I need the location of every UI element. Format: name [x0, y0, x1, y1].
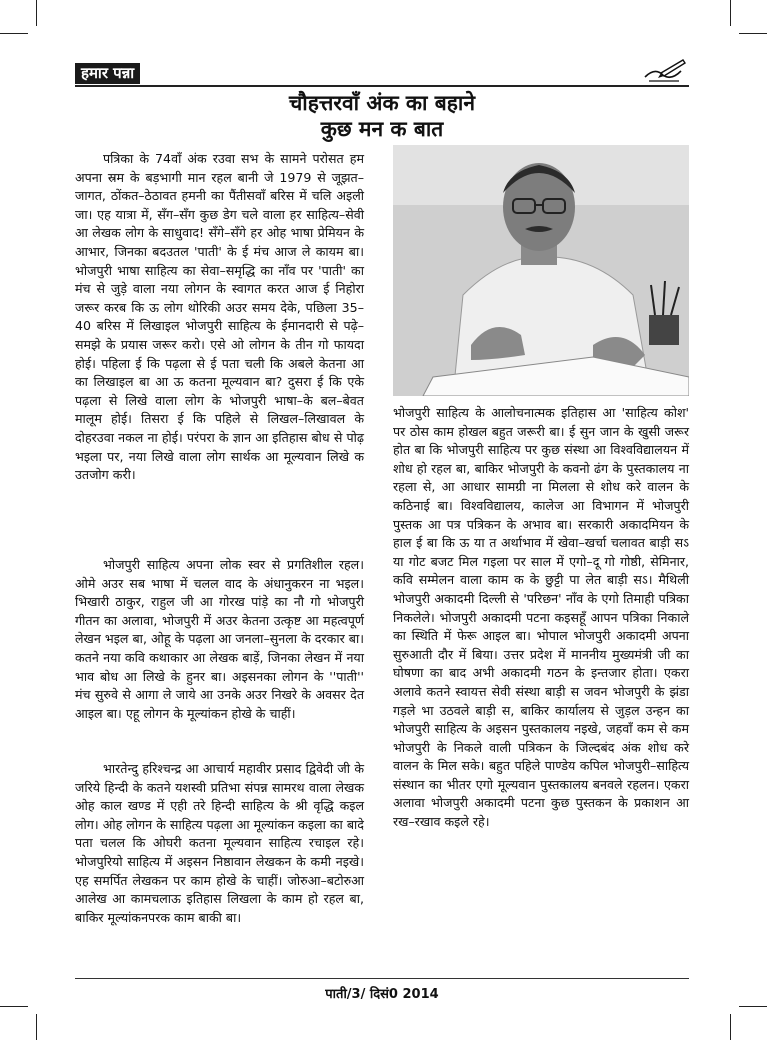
crop-mark — [0, 33, 28, 34]
crop-mark — [36, 1014, 37, 1040]
section-header — [75, 63, 689, 87]
crop-mark — [730, 1014, 731, 1040]
paragraph-criticism: भोजपुरी साहित्य के आलोचनात्मक इतिहास आ 'साहित्य कोश' पर ठोस काम होखल बहुत जरूरी बा। ई सुन जान के खुसी जरूर होत बा कि भोजपुरी साहित्य पर कुछ संस्था आ विश्वविद्यालयन में शोध हो रहल बा, बाकिर भोजपुरी के कवनो ढंग के पुस्तकालय ना रहला से, आ आधार सामग्री ना मिलला से शोध करे वालन के कठिनाई बा। विश्वविद्यालय, कालेज आ विभागन में भोजपुरी पुस्तक आ पत्र पत्रिकन के अभाव बा। सरकारी अकादमियन के हाल ई बा कि ऊ या त अर्थाभाव में खेवा–खर्चा चलावत बाड़ी सऽ या गोट बजट मिल गइला पर साल में एगो–दू गो गोष्ठी, सेमिनार, कवि सम्मेलन वाला काम क के छुट्टी पा लेत बाड़ी सऽ। मैथिली भोजपुरी अकादमी दिल्ली से 'परिछन' नाँव के एगो तिमाही पत्रिका निकलेले। भोजपुरी अकादमी पटना कइसहूँ आपन पत्रिका निकाले का स्थिति में फेरू आइल बा। भोपाल भोजपुरी अकादमी अपना सुरुआती दौर में बिया। उत्तर प्रदेश में माननीय मुख्यमंत्री जी का घोषणा का बाद अभी अकादमी गठन के इन्तजार होता। एकरा अलावे कतने स्वायत्त सेवी संस्था बाड़ी स जवन भोजपुरी के झंडा गड़ले भा उठवले बाड़ी स, बाकिर कार्यालय से जुड़ल उन्हन का भोजपुरी साहित्य के अइसन पुस्तकालय नइखे, जहवाँ कम से कम भोजपुरी के निकले वाली पत्रिकन के जिल्दबंद अंक शोध करे वालन के मिल सके। बहुत पहिले पाण्डेय कपिल भोजपुरी–साहित्य संस्थान का भीतर एगो मूल्यवान पुस्तकालय बनवले रहलन। एकरा अलावा भोजपुरी अकादमी पटना कुछ पुस्तकन के प्रकाशन आ रख–रखाव कइले रहे। — [393, 405, 689, 830]
crop-mark — [730, 0, 731, 26]
author-photo — [393, 145, 689, 396]
crop-mark — [36, 0, 37, 26]
paragraph-intro: पत्रिका के 74वाँ अंक रउवा सभ के सामने परोसत हम अपना स्रम के बड़भागी मान रहल बानी जे 1979 से जूझत–जागत, ठोंकत–ठेठावत हमनी का पैंतीसवाँ बरिस में चलि अइली जा। एह यात्रा में, सँग–सँग कुछ डेग चले वाला हर साहित्य–सेवी आ लेखक लोग के साधुवाद! सँगे–सँगे हर ओह भाषा प्रेमियन के आभार, जिनका बदउतल 'पाती' के ई मंच आज ले कायम बा। भोजपुरी भाषा साहित्य का सेवा–समृद्धि का नाँव पर 'पाती' का मंच से जुड़े वाला नया लोगन के स्वागत करत आज ई निहोरा जरूर करब कि ऊ लोग थोरिकी अउर समय देके, पछिला 35–40 बरिस में लिखाइल भोजपुरी साहित्य के ईमानदारी से पढ़े–समझे के प्रयास जरूर करो। एसे ओ लोगन के तीन गो फायदा होई। पहिला ई कि पढ़ला से ई पता चली कि अबले केतना आ का लिखाइल बा आ ऊ कतना मूल्यवान बा? दुसरा ई कि एके पढ़ला से लिखे वाला लोग के भोजपुरी भाषा–के बल–बेवत मालूम होई। तिसरा ई कि पहिले से लिखल–लिखावल के दोहरउवा नकल ना होई। परंपरा के ज्ञान आ इतिहास बोध से पोढ़ भइला पर, नया लिखे वाला लोग सार्थक आ मूल्यवान लिखे क उतजोग करी। — [75, 151, 364, 483]
section-label: हमार पन्ना — [75, 63, 140, 84]
crop-mark — [0, 1006, 28, 1007]
pen-icon — [641, 57, 687, 83]
crop-mark — [739, 1006, 767, 1007]
crop-mark — [739, 33, 767, 34]
article-title — [75, 90, 689, 142]
paragraph-folk-voice: भोजपुरी साहित्य अपना लोक स्वर से प्रगतिशील रहल। ओमे अउर सब भाषा में चलल वाद के अंधानुकरन ना भइल। भिखारी ठाकुर, राहुल जी आ गोरख पांड़े का नौ गो भोजपुरी गीतन का अलावा, भोजपुरी में अउर केतना उत्कृष्ट आ महत्वपूर्ण लेखन भइल बा, ओहू के पढ़ला आ जनला–सुनला के दरकार बा। कतने नया कवि कथाकार आ लेखक बाड़ें, जिनका लेखन में नया भाव बोध आ लिखे के हुनर बा। अइसनका लोगन के ''पाती'' मंच सुरुवे से आगा ले जाये आ उनके अउर निखरे के अवसर देत आइल बा। एहू लोगन के मूल्यांकन होखे के चाहीं। — [75, 557, 364, 721]
title-line-1: चौहत्तरवाँ अंक का बहाने — [288, 91, 476, 115]
paragraph-bhartendu: भारतेन्दु हरिश्चन्द्र आ आचार्य महावीर प्रसाद द्विवेदी जी के जरिये हिन्दी के कतने यशस्वी प्रतिभा संपन्न सामरथ वाला लेखक ओह काल खण्ड में एही तरे हिन्दी साहित्य के श्री वृद्धि कइल लोग। ओह लोगन के साहित्य पढ़ला आ मूल्यांकन कइला का बादे पता चलल कि ओघरी कतना मूल्यवान साहित्य रचाइल रहे। भोजपुरियो साहित्य में अइसन निष्ठावान लेखकन के कमी नइखे। एह समर्पित लेखकन पर काम होखे के चाहीं। जोरुआ–बटोरुआ आलेख आ कामचलाऊ इतिहास लिखला के काम हो रहल बा, बाकिर मूल्यांकनपरक काम बाकी बा। — [75, 761, 364, 925]
footer-rule — [75, 978, 689, 979]
title-line-2: कुछ मन क बात — [320, 117, 444, 141]
page-footer: पाती/3/ दिसं0 2014 — [325, 987, 439, 1002]
